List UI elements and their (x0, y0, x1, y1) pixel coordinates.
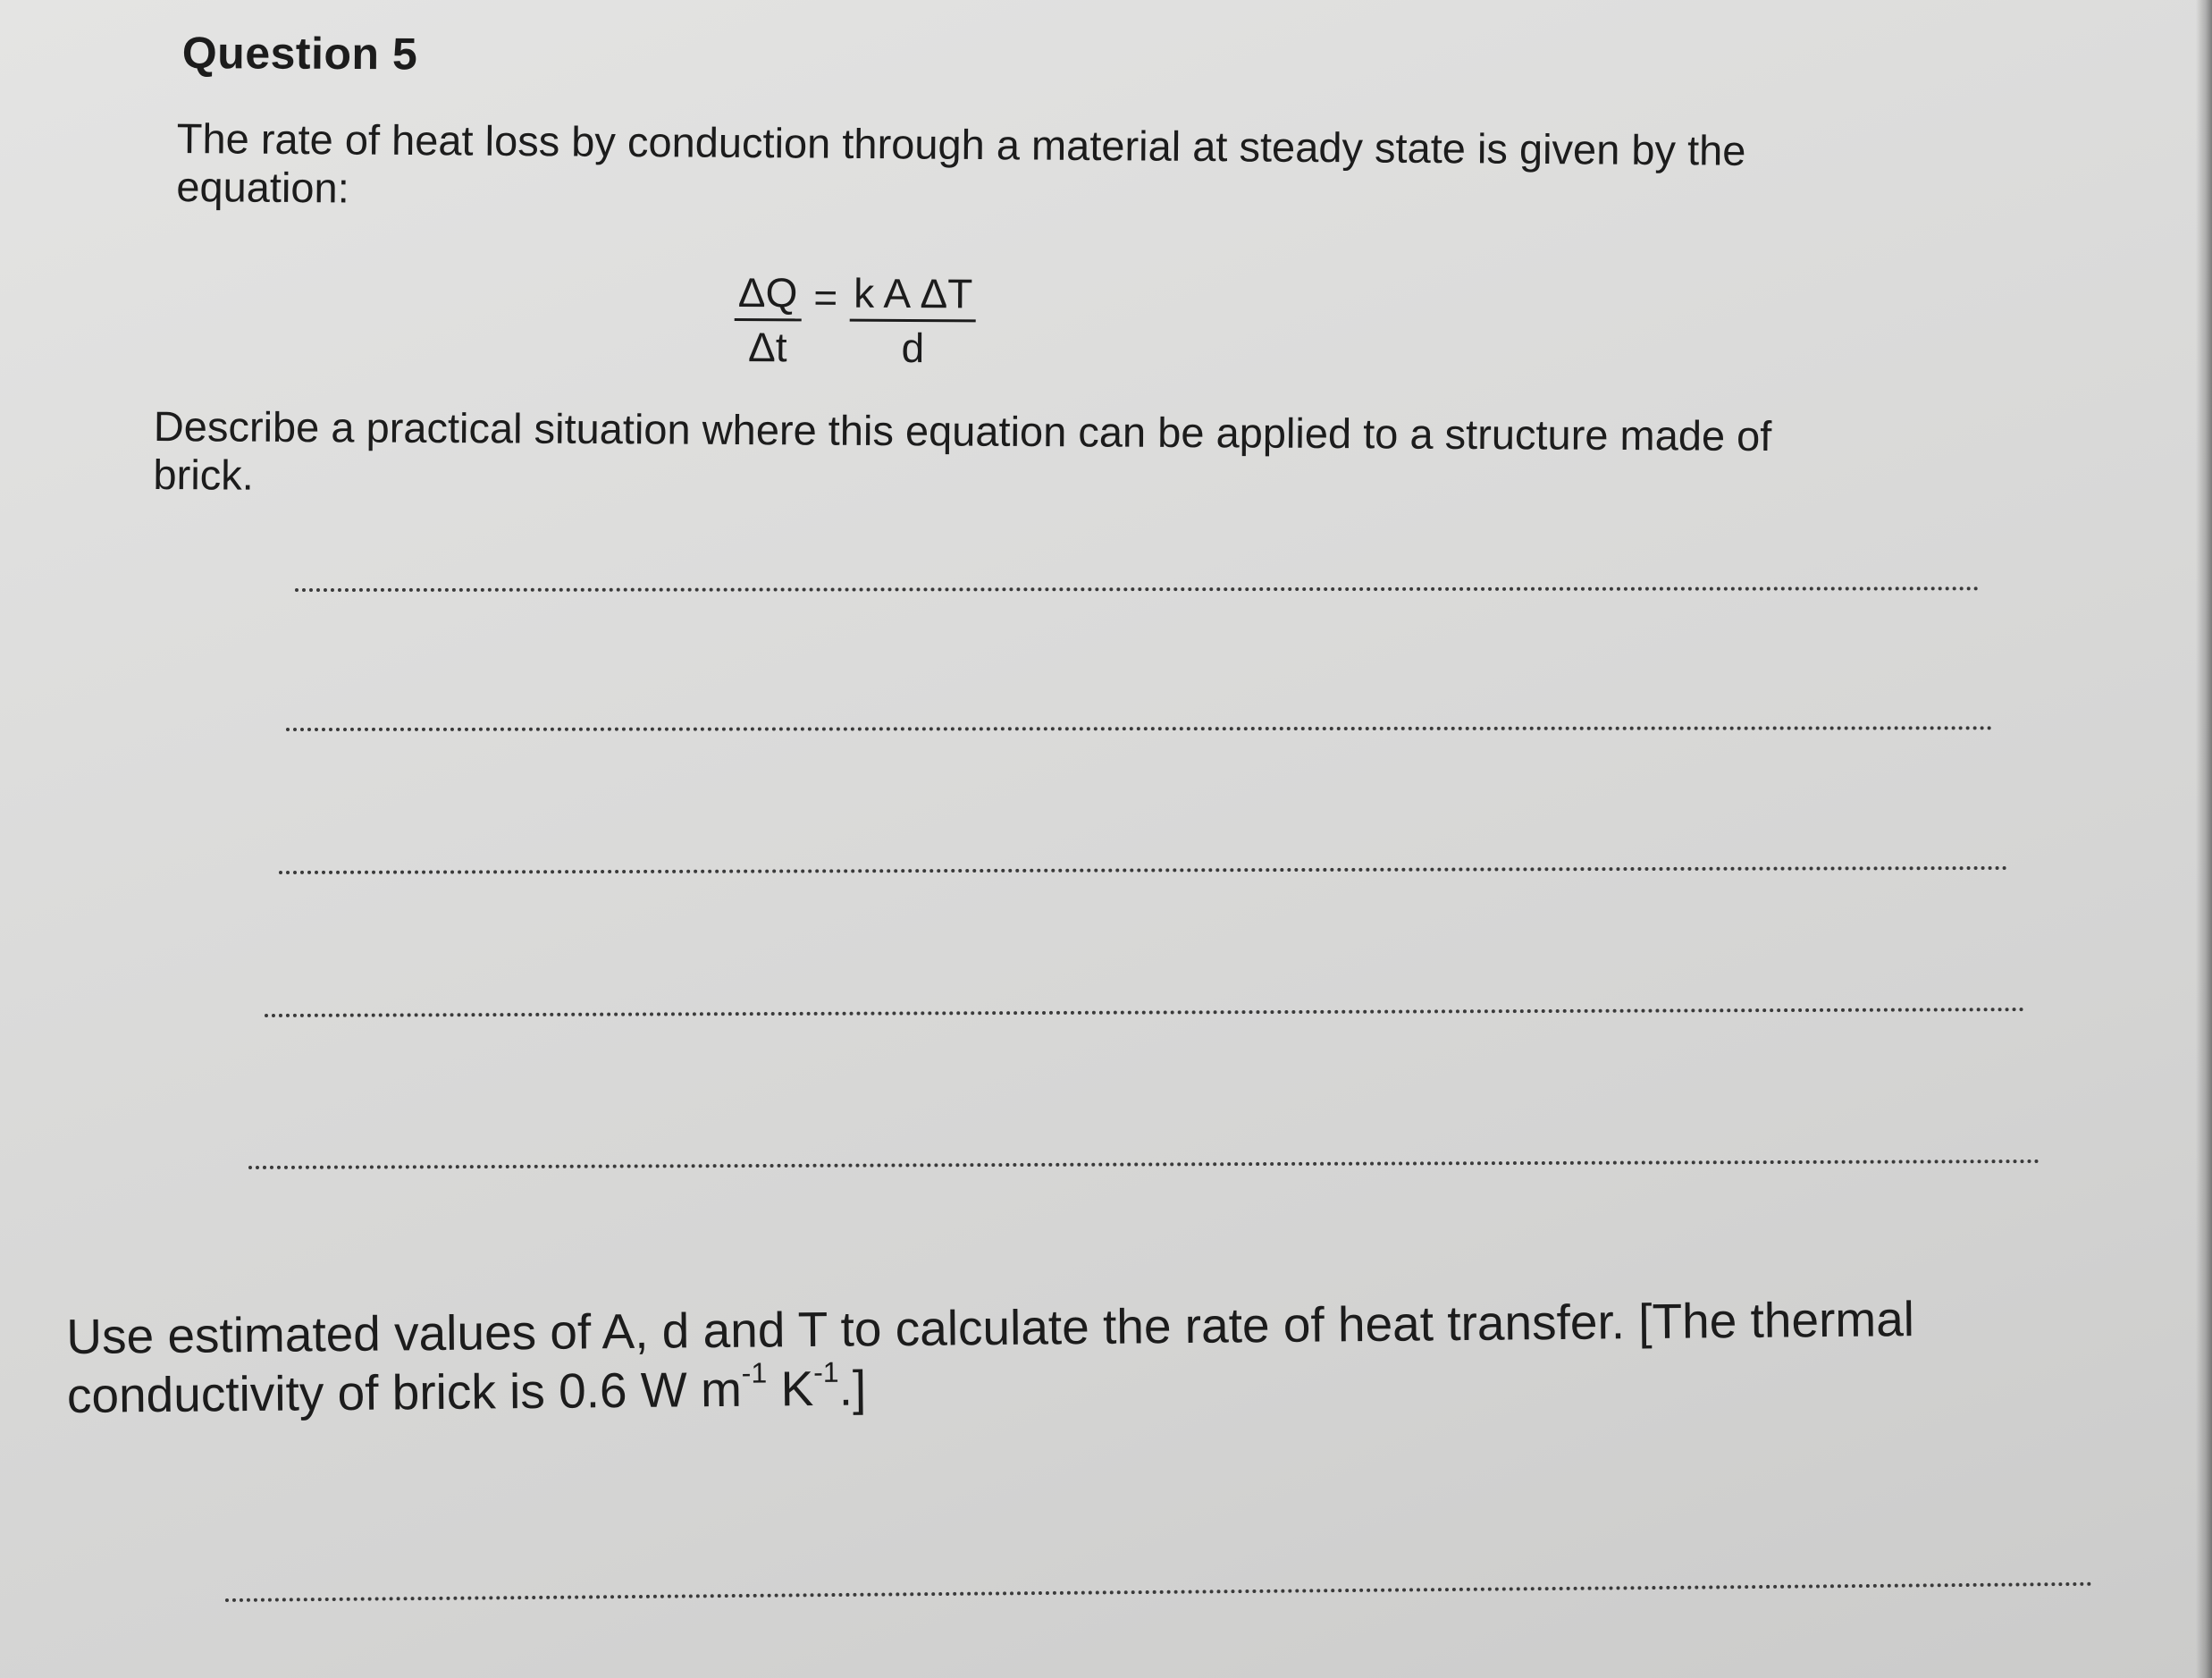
intro-line-1: The rate of heat loss by conduction through a material at steady state is given by the (176, 114, 1746, 174)
question-intro (176, 114, 1745, 223)
page-edge-shadow (2196, 0, 2212, 1678)
answer-line-3[interactable] (279, 866, 2008, 874)
part-a-prompt (153, 402, 1771, 509)
rhs-denominator: d (901, 324, 925, 372)
intro-line-2: equation: (176, 162, 349, 212)
lhs-fraction (734, 270, 801, 369)
exponent-m: -1 (741, 1356, 768, 1389)
rhs-fraction (850, 271, 977, 371)
unit-kelvin: K (767, 1360, 814, 1417)
part-b-line-2-start: conductivity of brick is 0.6 W m (66, 1361, 743, 1423)
lhs-numerator: ΔQ (735, 270, 802, 321)
equals-sign: = (813, 273, 838, 321)
exponent-k: -1 (812, 1355, 839, 1388)
part-b-line-2-end: .] (838, 1360, 867, 1416)
answer-line-2[interactable] (286, 726, 1993, 731)
answer-line-4[interactable] (265, 1008, 2025, 1017)
heat-conduction-equation (734, 270, 976, 370)
part-b-prompt (66, 1289, 1915, 1425)
lhs-denominator: Δt (747, 324, 787, 371)
part-b-line-1: Use estimated values of A, d and T to calculate the rate of heat transfer. [The thermal (66, 1291, 1915, 1364)
part-a-line-2: brick. (153, 450, 254, 499)
question-title: Question 5 (181, 27, 418, 80)
rhs-numerator: k A ΔT (850, 271, 976, 323)
answer-line-6[interactable] (225, 1582, 2093, 1602)
part-a-line-1: Describe a practical situation where this equation can be applied to a structure made of (153, 402, 1772, 460)
answer-line-1[interactable] (295, 586, 1980, 592)
answer-line-5[interactable] (248, 1159, 2040, 1169)
